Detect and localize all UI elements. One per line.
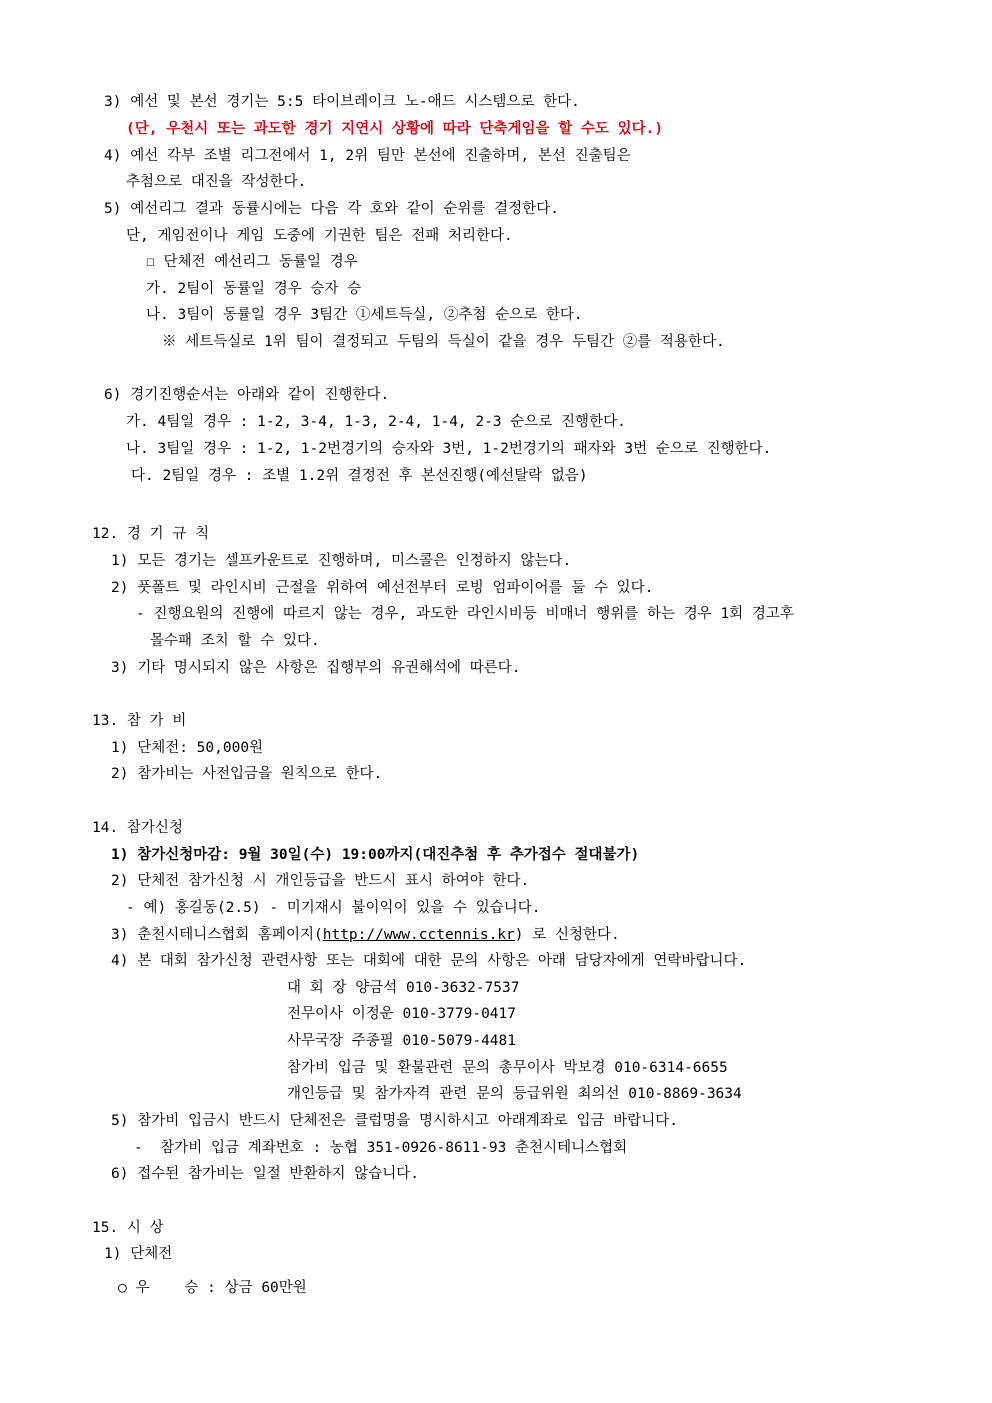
- homepage-link[interactable]: http://www.cctennis.kr: [322, 927, 515, 943]
- s15-item-1-prize: ○ 우 승 : 상금 60만원: [118, 1280, 307, 1296]
- s14-item-3: [111, 926, 620, 944]
- s14-item-3-pre: 3) 춘천시테니스협회 홈페이지(: [111, 927, 323, 943]
- rule-5-note: ※ 세트득실로 1위 팀이 결정되고 두팀의 득실이 같을 경우 두팀간 ②를 적용한다.: [162, 334, 725, 350]
- section-15-title: 15. 시 상: [92, 1220, 164, 1236]
- contact-2: 전무이사 이정운 010-3779-0417: [287, 1006, 516, 1022]
- s14-item-5-account: - 참가비 입금 계좌번호 : 농협 351-0926-8611-93 춘천시테니스협회: [134, 1140, 628, 1156]
- rule-3: 3) 예선 및 본선 경기는 5:5 타이브레이크 노-애드 시스템으로 한다.: [104, 94, 580, 110]
- s14-item-2: 2) 단체전 참가신청 시 개인등급을 반드시 표시 하여야 한다.: [111, 873, 530, 889]
- rule-3-note: (단, 우천시 또는 과도한 경기 지연시 상황에 따라 단축게임을 할 수도 있다.): [126, 121, 664, 137]
- s14-item-6: 6) 접수된 참가비는 일절 반환하지 않습니다.: [111, 1166, 419, 1182]
- s14-item-1: 1) 참가신청마감: 9월 30일(수) 19:00까지(대진추첨 후 추가접수 절대불가): [111, 847, 640, 863]
- rule-5-box: ☐ 단체전 예선리그 동률일 경우: [146, 254, 358, 270]
- s12-item-3: 3) 기타 명시되지 않은 사항은 집행부의 유권해석에 따른다.: [111, 660, 521, 676]
- s12-item-2-sub-cont: 몰수패 조치 할 수 있다.: [150, 633, 320, 649]
- section-12-title: 12. 경 기 규 칙: [92, 526, 210, 542]
- rule-5-na: 나. 3팀이 동률일 경우 3팀간 ①세트득실, ②추첨 순으로 한다.: [146, 307, 583, 323]
- rule-6: 6) 경기진행순서는 아래와 같이 진행한다.: [104, 387, 390, 403]
- contact-4: 참가비 입금 및 환불관련 문의 총무이사 박보경 010-6314-6655: [287, 1060, 728, 1076]
- s14-item-3-post: ) 로 신청한다.: [514, 927, 620, 943]
- s12-item-1: 1) 모든 경기는 셀프카운트로 진행하며, 미스콜은 인정하지 않는다.: [111, 553, 572, 569]
- rule-5: 5) 예선리그 결과 동률시에는 다음 각 호와 같이 순위를 결정한다.: [104, 201, 559, 217]
- rule-5-cont: 단, 게임전이나 게임 도중에 기권한 팀은 전패 처리한다.: [126, 228, 513, 244]
- rule-5-ga: 가. 2팀이 동률일 경우 승자 승: [146, 281, 362, 297]
- s12-item-2-sub: - 진행요원의 진행에 따르지 않는 경우, 과도한 라인시비등 비매너 행위를 하는 경우 1회 경고후: [136, 606, 794, 622]
- s13-item-2: 2) 참가비는 사전입금을 원칙으로 한다.: [111, 766, 383, 782]
- rule-4-cont: 추첨으로 대진을 작성한다.: [126, 174, 307, 190]
- s14-item-4: 4) 본 대회 참가신청 관련사항 또는 대회에 대한 문의 사항은 아래 담당자에게 연락바랍니다.: [111, 953, 747, 969]
- contact-1: 대 회 장 양금석 010-3632-7537: [287, 980, 520, 996]
- rule-6-da: 다. 2팀일 경우 : 조별 1.2위 결정전 후 본선진행(예선탈락 없음): [131, 468, 588, 484]
- rule-6-ga: 가. 4팀일 경우 : 1-2, 3-4, 1-3, 2-4, 1-4, 2-3 순으로 진행한다.: [126, 414, 626, 430]
- s15-item-1: 1) 단체전: [104, 1246, 173, 1262]
- s13-item-1: 1) 단체전: 50,000원: [111, 740, 264, 756]
- s14-item-5: 5) 참가비 입금시 반드시 단체전은 클럽명을 명시하시고 아래계좌로 입금 바랍니다.: [111, 1113, 678, 1129]
- contact-3: 사무국장 주종필 010-5079-4481: [287, 1033, 516, 1049]
- section-13-title: 13. 참 가 비: [92, 713, 187, 729]
- contact-5: 개인등급 및 참가자격 관련 문의 등급위원 최의선 010-8869-3634: [287, 1086, 742, 1102]
- s14-item-2-sub: - 예) 홍길동(2.5) - 미기재시 불이익이 있을 수 있습니다.: [126, 900, 541, 916]
- rule-4: 4) 예선 각부 조별 리그전에서 1, 2위 팀만 본선에 진출하며, 본선 진출팀은: [104, 148, 631, 164]
- s12-item-2: 2) 풋폴트 및 라인시비 근절을 위하여 예선전부터 로빙 엄파이어를 둘 수 있다.: [111, 580, 654, 596]
- rule-6-na: 나. 3팀일 경우 : 1-2, 1-2번경기의 승자와 3번, 1-2번경기의 패자와 3번 순으로 진행한다.: [126, 441, 772, 457]
- section-14-title: 14. 참가신청: [92, 820, 183, 836]
